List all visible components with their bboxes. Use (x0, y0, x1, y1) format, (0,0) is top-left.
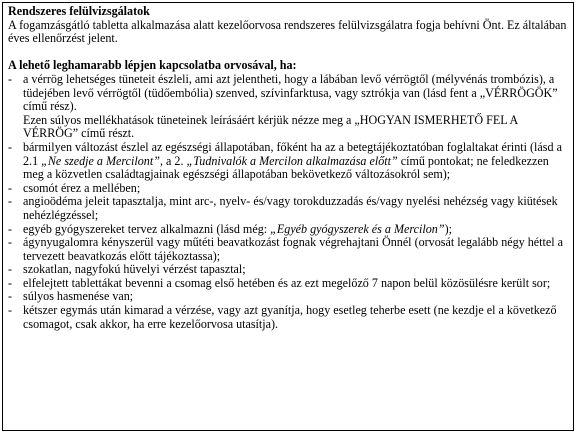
list-item-text: című pontokat; ne feledkezzen meg a közvetlen családtagjainak egészségi állapotában bekövetkező változásokról sem); (23, 153, 549, 182)
list-item (8, 290, 568, 304)
list-item-text: csomót érez a mellében; (23, 180, 141, 195)
list-item-text: bármilyen változást észlel az egészségi állapotában, főként ha az a betegtájékoztatóban foglaltakat érinti (lásd a 2.1 (23, 139, 562, 168)
list-item (8, 304, 568, 331)
list-dash: - (8, 262, 13, 277)
list-item-text: szokatlan, nagyfokú hüvelyi vérzést tapasztal; (23, 262, 246, 277)
list-item (8, 223, 568, 237)
list-item (8, 141, 568, 182)
list-dash: - (8, 289, 13, 304)
list-item-text: angioödéma jeleit tapasztalja, mint arc-, nyelv- és/vagy torokduzzadás és/vagy nyelési nehézség vagy kiütések nehézlégzéssel; (23, 194, 558, 222)
list-item-text: egyéb gyógyszereket tervez alkalmazni (lásd még: (23, 221, 271, 236)
list-dash: - (8, 235, 13, 250)
list-item-reference: „Egyéb gyógyszerek és a Mercilon” (270, 221, 445, 236)
list-dash: - (8, 139, 13, 154)
list-item-text: ); (444, 221, 452, 236)
list-dash: - (8, 71, 13, 86)
list-dash: - (8, 194, 13, 209)
intro-paragraph: A fogamzásgátló tabletta alkalmazása alatt kezelőorvosa rendszeres felülvizsgálatra fogja behívni Önt. Ez általában éves ellenőrzést jelent. (8, 17, 567, 46)
list-item-text: kétszer egymás után kimarad a vérzése, vagy azt gyanítja, hogy esetleg teherbe esett (ne kezdje el a következő csomagot, csak akkor, ha erre kezelőorvosa utasítja). (23, 303, 557, 331)
list-item-reference: „Tudnivalók a Mercilon alkalmazása előtt” (186, 153, 398, 168)
list-dash: - (8, 180, 13, 195)
list-item-text: súlyos hasmenése van; (23, 289, 134, 304)
list-item (8, 73, 568, 141)
list-dash: - (8, 303, 13, 318)
list-item-subnote: Ezen súlyos mellékhatások tüneteinek leírásáért kérjük nézze meg a „HOGYAN ISMERHETŐ FEL A VÉRRÖG” című részt. (23, 112, 518, 141)
section-heading: Rendszeres felülvizsgálatok (8, 4, 150, 18)
list-item (8, 182, 568, 196)
list-item (8, 277, 568, 291)
list-dash: - (8, 275, 13, 290)
contact-doctor-heading: A lehető leghamarabb lépjen kapcsolatba orvosával, ha: (8, 58, 297, 73)
information-box (2, 2, 574, 431)
list-item-text: elfelejtett tablettákat bevenni a csomag első hetében és az ezt megelőző 7 napon belül közösülésre került sor; (23, 275, 551, 290)
warning-list (8, 73, 568, 331)
list-item (8, 195, 568, 222)
list-item-reference: „Ne szedje a Mercilont” (41, 153, 160, 168)
list-item (8, 263, 568, 277)
list-item (8, 236, 568, 263)
list-item-text: a vérrög lehetséges tüneteit észleli, ami azt jelentheti, hogy a lábában levő vérrögtől (mélyvénás trombózis), a tüdejében levő vérrögtől (tüdőembólia) szenved, szívinfarktusa, vagy sztrókja van (lásd fent a „VÉRRÖGÖK” című rész). (23, 71, 558, 114)
list-item-text: ágynyugalomra kényszerül vagy műtéti beavatkozást fognak végrehajtani Önnél (orvosát legalább négy héttel a tervezett beavatkozás előtt tájékoztassa); (23, 235, 563, 263)
list-item-text: , a 2. (159, 153, 187, 168)
list-dash: - (8, 221, 13, 236)
